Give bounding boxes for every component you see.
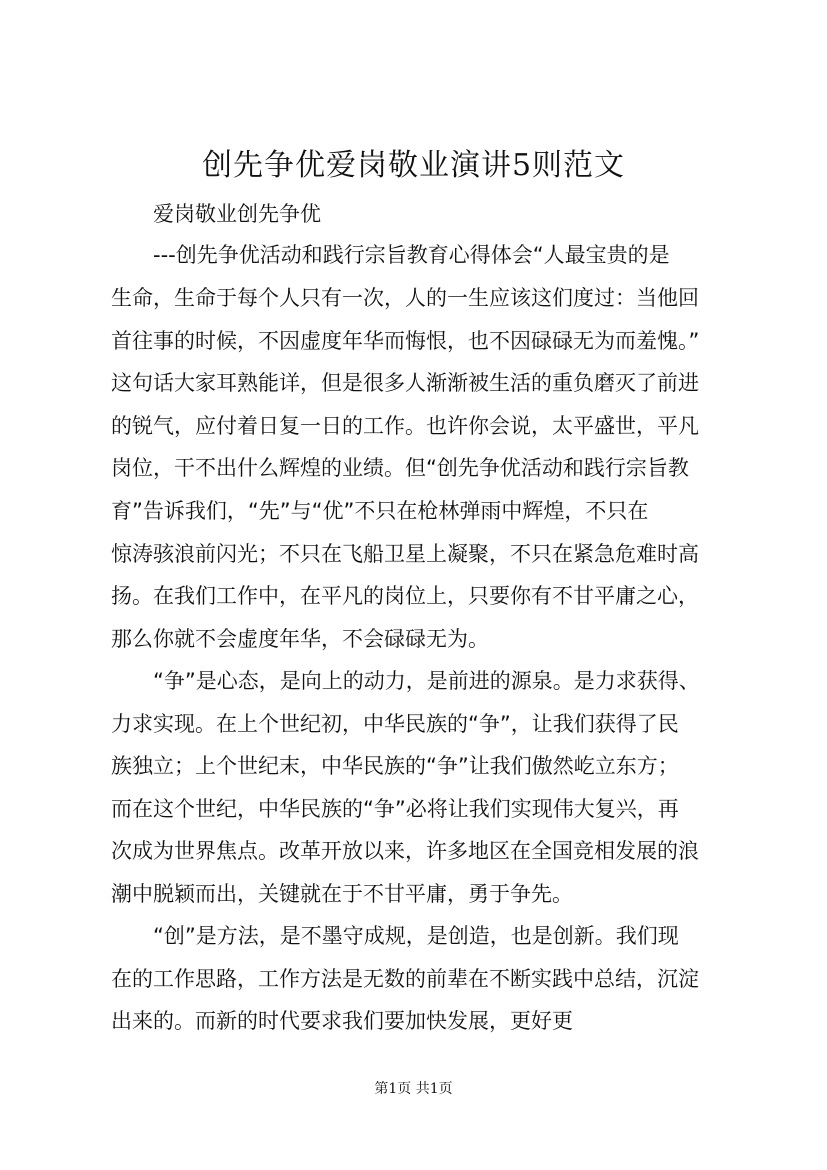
body-line: 生命，生命于每个人只有一次，人的一生应该这们度过：当他回	[111, 286, 699, 310]
body-line: 扬。在我们工作中，在平凡的岗位上，只要你有不甘平庸之心，	[111, 584, 699, 608]
body-line: 岗位，干不出什么辉煌的业绩。但“创先争优活动和践行宗旨教	[111, 456, 689, 480]
body-line: 那么你就不会虚度年华，不会碌碌无为。	[111, 627, 489, 651]
body-line: 次成为世界焦点。改革开放以来，许多地区在全国竞相发展的浪	[111, 839, 699, 863]
body-line: 育”告诉我们，“先”与“优”不只在枪林弹雨中辉煌，不只在	[111, 499, 649, 523]
body-line: 的锐气，应付着日复一日的工作。也许你会说，太平盛世，平凡	[111, 414, 699, 438]
body-line: 首往事的时候，不因虚度年华而悔恨，也不因碌碌无为而羞愧。”	[111, 329, 700, 353]
body-line: ---创先争优活动和践行宗旨教育心得体会“人最宝贵的是	[153, 243, 670, 267]
body-line: “创”是方法，是不墨守成规，是创造，也是创新。我们现	[153, 924, 679, 948]
body-line: 惊涛骇浪前闪光；不只在飞船卫星上凝聚，不只在紧急危难时高	[111, 542, 699, 566]
body-line: 出来的。而新的时代要求我们要加快发展，更好更	[111, 1009, 573, 1033]
body-line: 潮中脱颖而出，关键就在于不甘平庸，勇于争先。	[111, 882, 573, 906]
body-line: 族独立；上个世纪末，中华民族的“争”让我们傲然屹立东方；	[111, 754, 679, 778]
subtitle: 爱岗敬业创先争优	[153, 202, 321, 226]
body-line: “争”是心态，是向上的动力，是前进的源泉。是力求获得、	[153, 669, 700, 693]
body-line: 而在这个世纪，中华民族的“争”必将让我们实现伟大复兴，再	[111, 797, 679, 821]
body-line: 在的工作思路，工作方法是无数的前辈在不断实践中总结，沉淀	[111, 967, 699, 991]
body-line: 力求实现。在上个世纪初，中华民族的“争”，让我们获得了民	[111, 712, 679, 736]
document-title: 创先争优爱岗敬业演讲5则范文	[201, 148, 626, 183]
body-line: 这句话大家耳熟能详，但是很多人渐渐被生活的重负磨灭了前进	[111, 371, 699, 395]
page-number-footer: 第1页 共1页	[374, 1081, 453, 1097]
